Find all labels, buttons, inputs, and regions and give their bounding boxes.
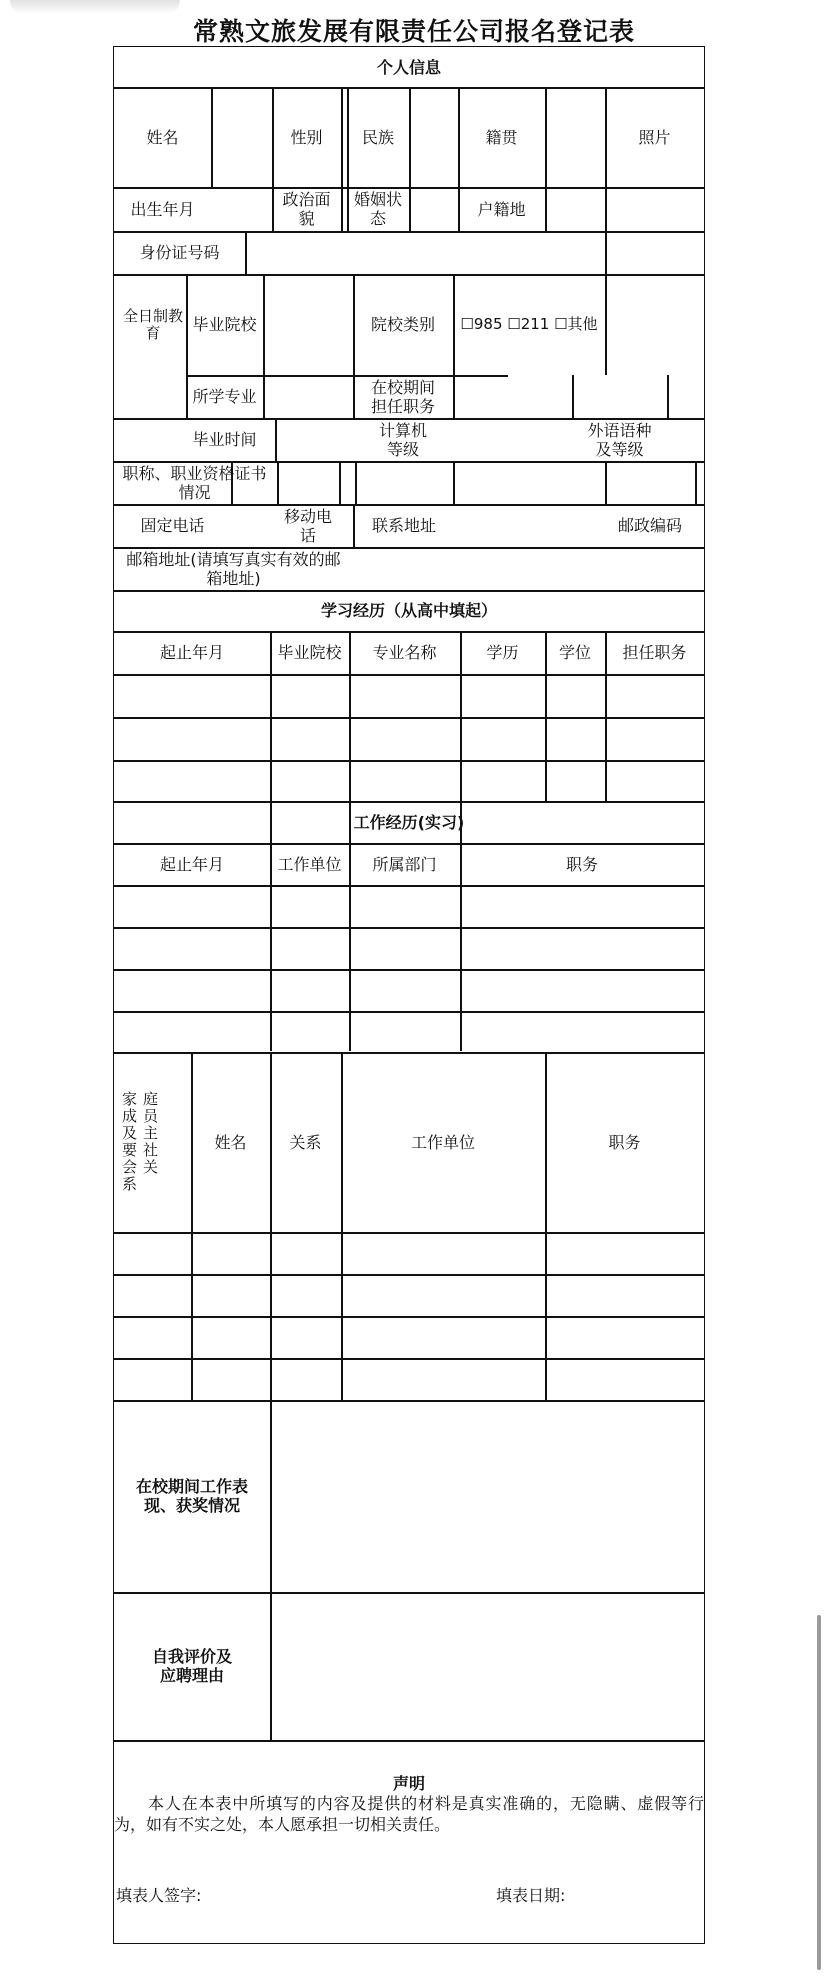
fill-date-label: 填表日期:	[496, 1886, 566, 1905]
label-landline: 固定电话	[140, 516, 205, 535]
work-col-employer: 工作单位	[277, 854, 342, 874]
label-fulltime-education: 全日制教育	[122, 306, 183, 342]
row-divider	[114, 1232, 704, 1234]
label-grad-time: 毕业时间	[192, 430, 257, 449]
col-divider	[545, 87, 547, 231]
label-foreign-language: 外语语种及等级	[587, 420, 652, 459]
section-header-work: 工作经历(实习)	[353, 812, 465, 832]
col-divider	[245, 231, 247, 274]
label-gender: 性别	[290, 127, 323, 147]
col-divider	[695, 461, 697, 504]
label-awards: 在校期间工作表现、获奖情况	[135, 1477, 248, 1515]
row-divider	[114, 969, 704, 971]
col-divider	[277, 461, 279, 504]
label-postcode: 邮政编码	[617, 516, 682, 535]
section-header-study: 学习经历（从高中填起）	[320, 601, 497, 620]
label-name: 姓名	[146, 127, 179, 147]
label-computer-level: 计算机等级	[378, 420, 427, 459]
study-col-period: 起止年月	[159, 643, 224, 662]
row-divider	[114, 927, 704, 929]
study-col-major: 专业名称	[372, 643, 437, 662]
row-divider	[114, 1316, 704, 1318]
label-family-relations: 家庭成员及主要社会关系	[122, 1090, 165, 1193]
col-divider	[270, 1400, 272, 1740]
work-col-position: 职务	[565, 854, 598, 874]
study-col-position: 担任职务	[622, 643, 687, 662]
section-header-personal: 个人信息	[376, 57, 441, 77]
study-col-degree: 学位	[558, 643, 591, 662]
label-birth: 出生年月	[130, 199, 195, 219]
col-divider	[605, 461, 607, 504]
study-col-school: 毕业院校	[277, 643, 342, 662]
declaration-title: 声明	[392, 1774, 425, 1793]
row-divider	[114, 1740, 704, 1742]
label-marital: 婚姻状态	[353, 190, 402, 228]
col-divider	[339, 461, 341, 504]
col-divider	[263, 274, 265, 418]
work-col-department: 所属部门	[372, 854, 437, 874]
row-divider	[114, 674, 704, 676]
row-divider	[114, 717, 704, 719]
label-id-number: 身份证号码	[139, 243, 220, 262]
family-col-position: 职务	[608, 1132, 641, 1152]
row-divider	[114, 760, 704, 762]
family-col-relation: 关系	[289, 1132, 322, 1152]
row-divider	[114, 1011, 704, 1013]
registration-form-table	[113, 46, 705, 1944]
label-political: 政治面貌	[282, 190, 331, 228]
label-fulltime-school: 毕业院校	[192, 315, 257, 334]
col-divider	[572, 375, 574, 418]
row-divider	[114, 1358, 704, 1360]
label-ethnicity: 民族	[361, 127, 394, 147]
label-self-evaluation: 自我评价及应聘理由	[151, 1647, 232, 1685]
label-certificates: 职称、职业资格证书情况	[122, 463, 267, 502]
study-col-education: 学历	[486, 643, 519, 662]
col-divider	[409, 87, 411, 231]
scrollbar[interactable]	[817, 1615, 821, 1970]
label-campus-post: 在校期间担任职务	[370, 377, 435, 416]
form-title: 常熟文旅发展有限责任公司报名登记表	[192, 17, 635, 46]
label-photo: 照片	[638, 127, 671, 147]
label-native-place: 籍贯	[485, 127, 518, 147]
family-col-employer: 工作单位	[410, 1132, 475, 1152]
col-divider	[275, 418, 277, 461]
label-mobile: 移动电话	[283, 506, 332, 545]
label-major: 所学专业	[192, 387, 257, 406]
label-school-type: 院校类别	[370, 315, 435, 334]
label-address: 联系地址	[371, 516, 436, 535]
label-household: 户籍地	[477, 199, 526, 219]
row-divider	[114, 1274, 704, 1276]
label-email: 邮箱地址(请填写真实有效的邮箱地址)	[126, 549, 341, 588]
col-divider	[453, 461, 455, 504]
col-divider	[355, 461, 357, 504]
col-divider	[341, 87, 343, 231]
family-col-name: 姓名	[214, 1132, 247, 1152]
declaration-text: 本人在本表中所填写的内容及提供的材料是真实准确的，无隐瞒、虚假等行为，如有不实之处，本人愿承担一切相关责任。	[114, 1794, 704, 1834]
school-type-options[interactable]: ☐985 ☐211 ☐其他	[460, 315, 598, 333]
col-divider	[211, 87, 213, 187]
row-divider	[114, 885, 704, 887]
signature-label: 填表人签字:	[116, 1886, 202, 1905]
col-divider	[667, 375, 669, 418]
work-col-period: 起止年月	[159, 854, 224, 874]
